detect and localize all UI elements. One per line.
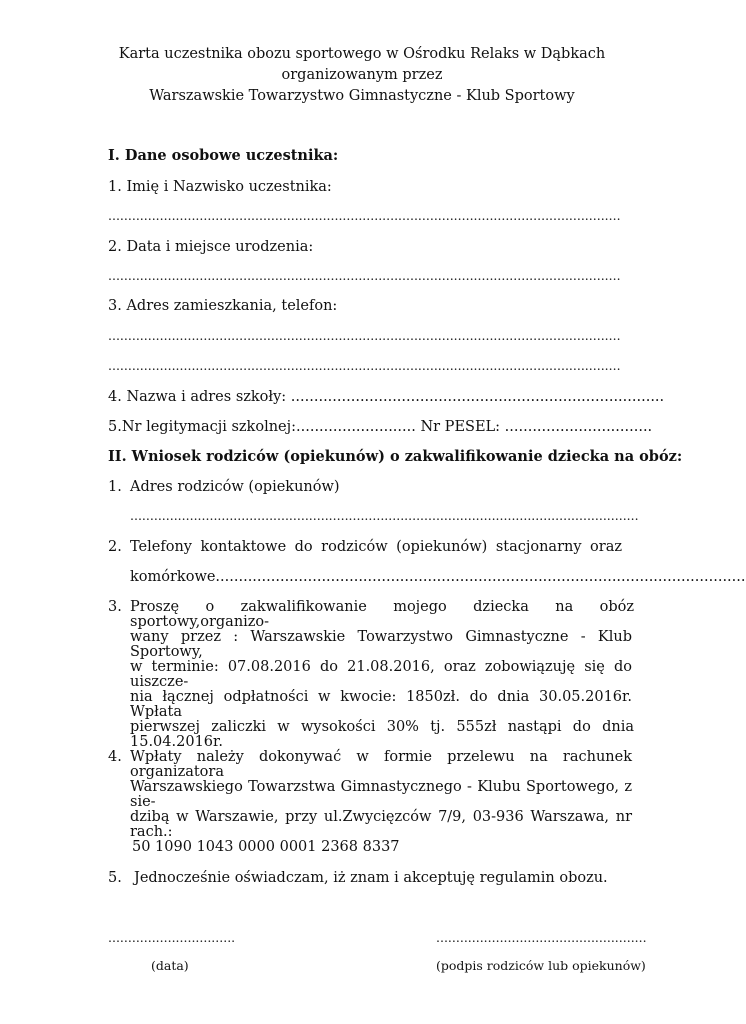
q5-line[interactable]: 5.Nr legitymacji szkolnej:.......................... Nr PESEL: ................................ — [108, 419, 653, 435]
item-2-line-1: Telefony kontaktowe do rodziców (opiekunów) stacjonarny oraz — [130, 539, 622, 555]
header-line-2: organizowanym przez — [281, 67, 443, 83]
item-2-fill[interactable]: komórkowe................................................................................................................... — [130, 569, 746, 585]
item-3-line-3: w terminie: 07.08.2016 do 21.08.2016, oraz zobowiązuję się do uiszcze- — [130, 659, 632, 690]
q2-fill[interactable]: ................................................................................................................................. — [108, 268, 621, 283]
header-line-1: Karta uczestnika obozu sportowego w Ośrodku Relaks w Dąbkach — [118, 46, 606, 62]
item-3-number: 3. — [108, 599, 122, 615]
item-1-number: 1. — [108, 479, 122, 495]
date-fill[interactable]: ................................ — [108, 930, 236, 945]
item-3-line-2: wany przez : Warszawskie Towarzystwo Gimnastyczne - Klub Sportowy, — [130, 629, 632, 660]
item-4-line-1: Wpłaty należy dokonywać w formie przelewu na rachunek organizatora — [130, 749, 632, 780]
item-5-number: 5. — [108, 870, 122, 886]
item-1-fill[interactable]: ................................................................................................................................ — [130, 508, 639, 523]
q1-fill[interactable]: ................................................................................................................................. — [108, 208, 621, 223]
q1-label: 1. Imię i Nazwisko uczestnika: — [108, 179, 332, 195]
q3-fill-2[interactable]: ................................................................................................................................. — [108, 358, 621, 373]
item-2-number: 2. — [108, 539, 122, 555]
q3-fill-1[interactable]: ................................................................................................................................. — [108, 328, 621, 343]
item-4-line-4: 50 1090 1043 0000 0001 2368 8337 — [132, 839, 400, 855]
item-4-line-3: dzibą w Warszawie, przy ul.Zwycięzców 7/9, 03-936 Warszawa, nr rach.: — [130, 809, 632, 840]
q3-label: 3. Adres zamieszkania, telefon: — [108, 298, 338, 314]
item-1-line-1: Adres rodziców (opiekunów) — [130, 479, 340, 495]
q2-label: 2. Data i miejsce urodzenia: — [108, 239, 314, 255]
header-line-3: Warszawskie Towarzystwo Gimnastyczne - Klub Sportowy — [149, 88, 575, 104]
item-3-line-4: nia łącznej odpłatności w kwocie: 1850zł. do dnia 30.05.2016r. Wpłata — [130, 689, 632, 720]
signature-label: (podpis rodziców lub opiekunów) — [436, 958, 646, 973]
item-4-line-2: Warszawskiego Towarzstwa Gimnastycznego - Klubu Sportowego, z sie- — [130, 779, 632, 810]
q4-line[interactable]: 4. Nazwa i adres szkoły: ................................................................................. — [108, 389, 665, 405]
section1-title: I. Dane osobowe uczestnika: — [108, 147, 339, 164]
item-4-number: 4. — [108, 749, 122, 765]
date-label: (data) — [151, 958, 189, 973]
item-3-line-5: pierwszej zaliczki w wysokości 30% tj. 555zł nastąpi do dnia 15.04.2016r. — [130, 719, 634, 750]
item-5-line-1: Jednocześnie oświadczam, iż znam i akceptuję regulamin obozu. — [134, 870, 608, 886]
item-3-line-1: Proszę o zakwalifikowanie mojego dziecka na obóz sportowy,organizo- — [130, 599, 634, 630]
section2-title: II. Wniosek rodziców (opiekunów) o zakwalifikowanie dziecka na obóz: — [108, 448, 683, 465]
signature-fill[interactable]: ..................................................... — [436, 930, 647, 945]
